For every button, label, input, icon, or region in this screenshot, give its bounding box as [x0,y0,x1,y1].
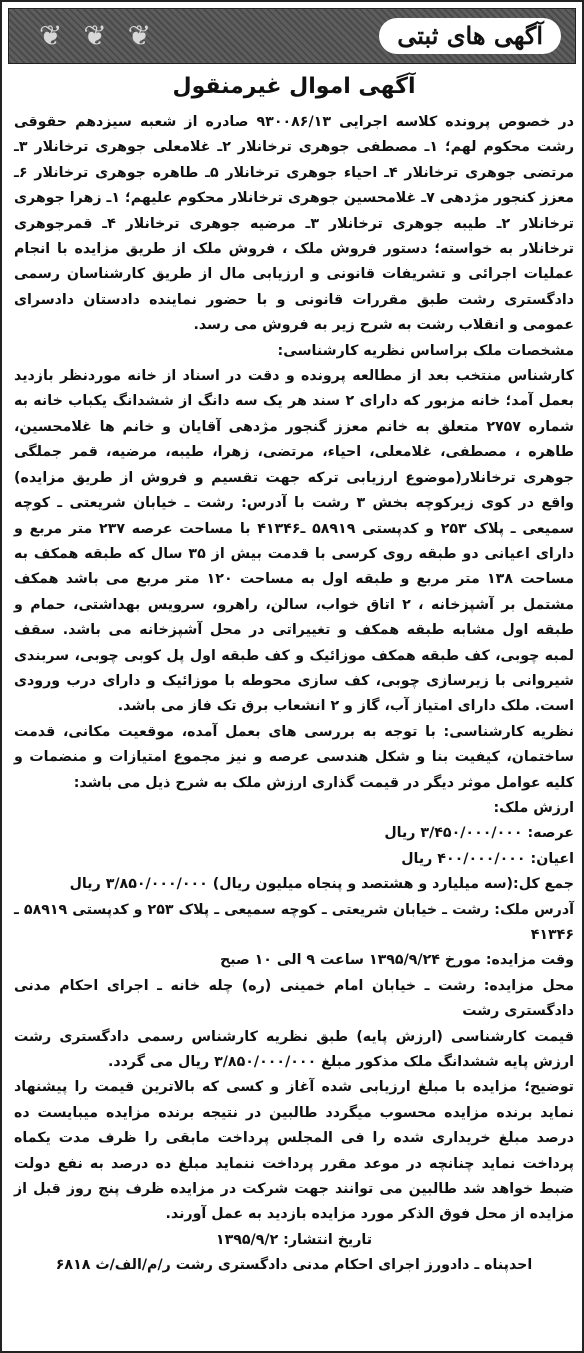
building-value: اعیان: ۴۰۰/۰۰۰/۰۰۰ ریال [401,850,574,867]
value-heading: ارزش ملک: [493,799,574,816]
notice-title: آگهی اموال غیرمنقول [172,74,416,99]
explanation-paragraph: توضیح؛ مزایده با مبلغ ارزیابی شده آغاز و کسی که بالاترین قیمت را پیشنهاد نماید برنده مزایده محسوب میگردد طالبین در نتیجه برنده مزایده میبایست ده درصد مبلغ خریداری شده را فی المجلس پرداخت مابقی را ظرف مدت یکماه پرداخت نماید چنانچه در موعد مقرر پرداخت ننماید مبلغ ده درصد به نفع دولت ضبط خواهد شد طالبین می توانند جهت شرکت در مزایده ظرف پنج روز قبل از مزایده از محل فوق الذکر مورد مزایده بازدید به عمل آورند. [14,1079,574,1223]
specs-heading: مشخصات ملک براساس نظریه کارشناسی: [277,342,574,359]
auction-time: وقت مزایده: مورخ ۱۳۹۵/۹/۲۴ ساعت ۹ الی ۱۰ صبح [219,952,574,969]
total-value: جمع کل:(سه میلیارد و هشتصد و پنجاه میلیون ریال) ۳/۸۵۰/۰۰۰/۰۰۰ ریال [69,876,574,893]
notice-body [14,110,574,1279]
floral-ornament-icon: ❦ ❦ ❦ [39,19,158,52]
signature-line: احدپناه ـ دادورز اجرای احکام مدنی دادگستری رشت ر/م/الف/ث ۶۸۱۸ [55,1257,533,1274]
publish-date: تاریخ انتشار: ۱۳۹۵/۹/۲ [215,1231,373,1248]
land-value: عرصه: ۳/۴۵۰/۰۰۰/۰۰۰ ریال [384,825,574,842]
intro-paragraph: در خصوص پرونده کلاسه اجرایی ۹۳۰۰۸۶/۱۳ صادره از شعبه سیزدهم حقوقی رشت محکوم لهم؛ ۱ـ مصطفی جوهری ترخانلار ۲ـ غلامعلی جوهری ترخانلار ۳ـ مرتضی جوهری ترخانلار ۴ـ احیاء جوهری ترخانلار ۵ـ طاهره جوهری ترخانلار ۶ـ معزز کنجور مژدهی ۷ـ غلامحسین جوهری ترخانلار محکوم علیهم؛ ۱ـ زهرا جوهری ترخانلار ۲ـ طیبه جوهری ترخانلار ۳ـ مرضیه جوهری ترخانلار ۴ـ قمرجوهری ترخانلار به خواسته؛ دستور فروش ملک ، فروش ملک از طریق مزایده با انجام عملیات اجرائی و تشریفات قانونی و ارزیابی مال از طریق کارشناسان رسمی دادگستری رشت طبق مقررات قانونی و با حضور نماینده دادستان دادسرای عمومی و انقلاب رشت به شرح زیر به فروش می رسد. [14,114,575,334]
section-header-label: آگهی های ثبتی [379,18,561,54]
auction-location: محل مزایده: رشت ـ خیابان امام خمینی (ره) چله خانه ـ اجرای احکام مدنی دادگستری رشت [14,977,574,1020]
section-header [8,8,576,64]
expert-opinion-paragraph: نظریه کارشناسی: با توجه به بررسی های بعمل آمده، موقعیت مکانی، قدمت ساختمان، کیفیت بنا و شکل هندسی عرصه و نیز مجموع امتیازات و منضمات و کلیه عوامل موثر دیگر در قیمت گذاری ارزش ملک به شرح ذیل می باشد: [14,723,574,791]
specs-paragraph: کارشناس منتخب بعد از مطالعه پرونده و دقت در اسناد از خانه موردنظر بازدید بعمل آمد؛ خانه مزبور که دارای ۲ سند هر یک سه دانگ از ششدانگ یکباب خانه به شماره ۲۷۵۷ متعلق به خانم معزز گنجور مژدهی آقایان و خانم ها غلامحسین، طاهره ، مصطفی، غلامعلی، احیاء، مرتضی، زهرا، طیبه، مرضیه، قمر جملگی جوهری ترخانلار(موضوع ارزیابی ترکه جهت تقسیم و فروش از طریق مزایده) واقع در کوی زیرکوچه بخش ۳ رشت با آدرس: رشت ـ خیابان شریعتی ـ کوچه سمیعی ـ پلاک ۲۵۳ و کدپستی ۵۸۹۱۹ ـ۴۱۳۴۶ با مساحت عرصه ۲۳۷ متر مربع و دارای اعیانی دو طبقه روی کرسی با قدمت بیش از ۳۵ سال که طبقه همکف به مساحت ۱۳۸ متر مربع و طبقه اول به مساحت ۱۲۰ متر مربع می باشد همکف مشتمل بر آشپزخانه ، ۲ اتاق خواب، سالن، راهرو، سرویس بهداشتی، حمام و طبقه اول مشابه طبقه همکف و تغییراتی در محل آشپزخانه می باشد. سقف لمبه چوبی، کف طبقه همکف موزائیک و کف طبقه اول پل کوبی چوبی، سربندی شیروانی با زیرسازی چوبی، کف سازی محوطه با موزائیک و دارای درب ورودی است. ملک دارای امتیاز آب، گاز و ۲ انشعاب برق تک فاز می باشد. [14,368,575,715]
property-address: آدرس ملک: رشت ـ خیابان شریعتی ـ کوچه سمیعی ـ پلاک ۲۵۳ و کدپستی ۵۸۹۱۹ ـ ۴۱۳۴۶ [14,901,574,943]
base-price-paragraph: قیمت کارشناسی (ارزش پایه) طبق نظریه کارشناس رسمی دادگستری رشت ارزش پایه ششدانگ ملک مذکور مبلغ ۳/۸۵۰/۰۰۰/۰۰۰ ریال می گردد. [14,1028,574,1071]
